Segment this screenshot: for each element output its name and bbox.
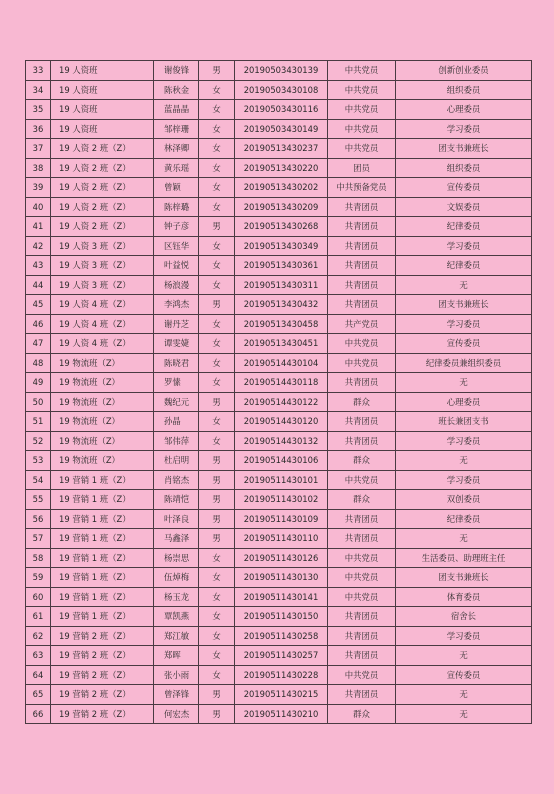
class-cell: 19 人资 2 班（Z） — [51, 197, 154, 217]
class-cell: 19 人资班 — [51, 100, 154, 120]
class-cell: 19 物流班（Z） — [51, 451, 154, 471]
position-cell: 宣传委员 — [396, 178, 532, 198]
position-cell: 学习委员 — [396, 314, 532, 334]
student-id-cell: 20190513430202 — [235, 178, 328, 198]
row-number-cell: 40 — [26, 197, 51, 217]
student-name-cell: 陈靖恺 — [154, 490, 199, 510]
student-id-cell: 20190511430109 — [235, 509, 328, 529]
row-number-cell: 44 — [26, 275, 51, 295]
student-name-cell: 杜启明 — [154, 451, 199, 471]
student-name-cell: 何宏杰 — [154, 704, 199, 724]
position-cell: 无 — [396, 704, 532, 724]
gender-cell: 女 — [199, 314, 235, 334]
student-name-cell: 郑江敏 — [154, 626, 199, 646]
political-status-cell: 共青团员 — [328, 431, 396, 451]
student-id-cell: 20190513430432 — [235, 295, 328, 315]
gender-cell: 女 — [199, 665, 235, 685]
student-name-cell: 陈秋金 — [154, 80, 199, 100]
political-status-cell: 群众 — [328, 392, 396, 412]
student-name-cell: 李鸿杰 — [154, 295, 199, 315]
class-cell: 19 营销 1 班（Z） — [51, 607, 154, 627]
class-cell: 19 人资 4 班（Z） — [51, 314, 154, 334]
table-row — [26, 412, 532, 432]
position-cell: 文娱委员 — [396, 197, 532, 217]
political-status-cell: 中共党员 — [328, 470, 396, 490]
row-number-cell: 34 — [26, 80, 51, 100]
class-cell: 19 人资 4 班（Z） — [51, 334, 154, 354]
class-cell: 19 人资 2 班（Z） — [51, 139, 154, 159]
student-id-cell: 20190511430150 — [235, 607, 328, 627]
table-row — [26, 314, 532, 334]
row-number-cell: 46 — [26, 314, 51, 334]
political-status-cell: 中共党员 — [328, 568, 396, 588]
political-status-cell: 共青团员 — [328, 236, 396, 256]
gender-cell: 女 — [199, 626, 235, 646]
student-name-cell: 孙晶 — [154, 412, 199, 432]
student-id-cell: 20190511430110 — [235, 529, 328, 549]
political-status-cell: 共青团员 — [328, 509, 396, 529]
class-cell: 19 人资班 — [51, 61, 154, 81]
student-name-cell: 叶益悦 — [154, 256, 199, 276]
table-row — [26, 509, 532, 529]
student-id-cell: 20190511430101 — [235, 470, 328, 490]
row-number-cell: 37 — [26, 139, 51, 159]
class-cell: 19 人资 2 班（Z） — [51, 217, 154, 237]
position-cell: 宿舍长 — [396, 607, 532, 627]
row-number-cell: 58 — [26, 548, 51, 568]
gender-cell: 男 — [199, 490, 235, 510]
position-cell: 纪律委员兼组织委员 — [396, 353, 532, 373]
table-row — [26, 529, 532, 549]
political-status-cell: 中共预备党员 — [328, 178, 396, 198]
student-id-cell: 20190503430108 — [235, 80, 328, 100]
student-id-cell: 20190514430106 — [235, 451, 328, 471]
student-id-cell: 20190511430126 — [235, 548, 328, 568]
student-id-cell: 20190513430451 — [235, 334, 328, 354]
gender-cell: 女 — [199, 607, 235, 627]
table-row — [26, 470, 532, 490]
position-cell: 学习委员 — [396, 119, 532, 139]
student-name-cell: 蓝晶晶 — [154, 100, 199, 120]
table-row — [26, 119, 532, 139]
class-cell: 19 营销 2 班（Z） — [51, 665, 154, 685]
student-name-cell: 黄乐瑶 — [154, 158, 199, 178]
table-row — [26, 451, 532, 471]
position-cell: 纪律委员 — [396, 217, 532, 237]
gender-cell: 男 — [199, 685, 235, 705]
political-status-cell: 共青团员 — [328, 295, 396, 315]
row-number-cell: 50 — [26, 392, 51, 412]
student-id-cell: 20190513430458 — [235, 314, 328, 334]
row-number-cell: 41 — [26, 217, 51, 237]
political-status-cell: 中共党员 — [328, 100, 396, 120]
table-row — [26, 334, 532, 354]
class-cell: 19 营销 1 班（Z） — [51, 490, 154, 510]
row-number-cell: 62 — [26, 626, 51, 646]
row-number-cell: 52 — [26, 431, 51, 451]
position-cell: 组织委员 — [396, 80, 532, 100]
political-status-cell: 中共党员 — [328, 334, 396, 354]
gender-cell: 男 — [199, 451, 235, 471]
class-cell: 19 人资 2 班（Z） — [51, 178, 154, 198]
table-row — [26, 392, 532, 412]
gender-cell: 女 — [199, 158, 235, 178]
student-roster-table — [25, 60, 532, 724]
political-status-cell: 共青团员 — [328, 412, 396, 432]
row-number-cell: 39 — [26, 178, 51, 198]
row-number-cell: 66 — [26, 704, 51, 724]
gender-cell: 女 — [199, 80, 235, 100]
gender-cell: 女 — [199, 100, 235, 120]
student-id-cell: 20190511430141 — [235, 587, 328, 607]
position-cell: 无 — [396, 529, 532, 549]
student-id-cell: 20190513430209 — [235, 197, 328, 217]
class-cell: 19 营销 1 班（Z） — [51, 568, 154, 588]
student-name-cell: 陈晓君 — [154, 353, 199, 373]
student-name-cell: 罗愫 — [154, 373, 199, 393]
class-cell: 19 物流班（Z） — [51, 392, 154, 412]
class-cell: 19 人资 3 班（Z） — [51, 256, 154, 276]
class-cell: 19 人资班 — [51, 119, 154, 139]
student-name-cell: 邹梓珊 — [154, 119, 199, 139]
student-id-cell: 20190514430122 — [235, 392, 328, 412]
class-cell: 19 物流班（Z） — [51, 373, 154, 393]
table-row — [26, 607, 532, 627]
table-row — [26, 373, 532, 393]
student-name-cell: 陈梓璐 — [154, 197, 199, 217]
student-id-cell: 20190513430237 — [235, 139, 328, 159]
political-status-cell: 中共党员 — [328, 61, 396, 81]
table-row — [26, 587, 532, 607]
political-status-cell: 共青团员 — [328, 607, 396, 627]
table-row — [26, 197, 532, 217]
class-cell: 19 营销 1 班（Z） — [51, 548, 154, 568]
row-number-cell: 59 — [26, 568, 51, 588]
student-name-cell: 曾泽锋 — [154, 685, 199, 705]
row-number-cell: 43 — [26, 256, 51, 276]
position-cell: 无 — [396, 275, 532, 295]
student-id-cell: 20190514430120 — [235, 412, 328, 432]
gender-cell: 女 — [199, 412, 235, 432]
position-cell: 团支书兼班长 — [396, 568, 532, 588]
row-number-cell: 57 — [26, 529, 51, 549]
political-status-cell: 中共党员 — [328, 587, 396, 607]
student-id-cell: 20190511430228 — [235, 665, 328, 685]
row-number-cell: 51 — [26, 412, 51, 432]
gender-cell: 女 — [199, 431, 235, 451]
student-name-cell: 杨玉龙 — [154, 587, 199, 607]
student-name-cell: 林泽卿 — [154, 139, 199, 159]
row-number-cell: 36 — [26, 119, 51, 139]
position-cell: 心理委员 — [396, 392, 532, 412]
row-number-cell: 53 — [26, 451, 51, 471]
student-name-cell: 谢俊锋 — [154, 61, 199, 81]
political-status-cell: 中共党员 — [328, 353, 396, 373]
student-id-cell: 20190511430130 — [235, 568, 328, 588]
position-cell: 生活委员、助理班主任 — [396, 548, 532, 568]
table-row — [26, 353, 532, 373]
political-status-cell: 群众 — [328, 490, 396, 510]
student-name-cell: 杨浪漫 — [154, 275, 199, 295]
table-row — [26, 704, 532, 724]
political-status-cell: 共青团员 — [328, 529, 396, 549]
gender-cell: 女 — [199, 275, 235, 295]
class-cell: 19 人资 3 班（Z） — [51, 275, 154, 295]
student-name-cell: 郑晖 — [154, 646, 199, 666]
student-id-cell: 20190514430132 — [235, 431, 328, 451]
student-name-cell: 魏纪元 — [154, 392, 199, 412]
political-status-cell: 共青团员 — [328, 217, 396, 237]
political-status-cell: 共产党员 — [328, 314, 396, 334]
row-number-cell: 45 — [26, 295, 51, 315]
row-number-cell: 47 — [26, 334, 51, 354]
student-id-cell: 20190513430349 — [235, 236, 328, 256]
student-name-cell: 钟子彦 — [154, 217, 199, 237]
position-cell: 学习委员 — [396, 470, 532, 490]
table-row — [26, 431, 532, 451]
political-status-cell: 群众 — [328, 704, 396, 724]
gender-cell: 男 — [199, 509, 235, 529]
student-id-cell: 20190511430210 — [235, 704, 328, 724]
student-name-cell: 覃凯燕 — [154, 607, 199, 627]
position-cell: 体育委员 — [396, 587, 532, 607]
student-id-cell: 20190513430268 — [235, 217, 328, 237]
row-number-cell: 61 — [26, 607, 51, 627]
table-row — [26, 665, 532, 685]
student-id-cell: 20190511430102 — [235, 490, 328, 510]
student-name-cell: 谢丹芝 — [154, 314, 199, 334]
class-cell: 19 营销 1 班（Z） — [51, 470, 154, 490]
table-row — [26, 256, 532, 276]
political-status-cell: 中共党员 — [328, 548, 396, 568]
gender-cell: 女 — [199, 178, 235, 198]
position-cell: 学习委员 — [396, 626, 532, 646]
row-number-cell: 55 — [26, 490, 51, 510]
student-id-cell: 20190513430311 — [235, 275, 328, 295]
student-name-cell: 肖铭杰 — [154, 470, 199, 490]
political-status-cell: 团员 — [328, 158, 396, 178]
position-cell: 学习委员 — [396, 236, 532, 256]
student-id-cell: 20190503430139 — [235, 61, 328, 81]
student-name-cell: 叶泽良 — [154, 509, 199, 529]
class-cell: 19 物流班（Z） — [51, 412, 154, 432]
student-name-cell: 张小雨 — [154, 665, 199, 685]
gender-cell: 女 — [199, 236, 235, 256]
table-row — [26, 275, 532, 295]
table-row — [26, 139, 532, 159]
row-number-cell: 33 — [26, 61, 51, 81]
political-status-cell: 中共党员 — [328, 119, 396, 139]
gender-cell: 男 — [199, 392, 235, 412]
student-id-cell: 20190513430361 — [235, 256, 328, 276]
position-cell: 创新创业委员 — [396, 61, 532, 81]
student-name-cell: 马鑫泽 — [154, 529, 199, 549]
position-cell: 班长兼团支书 — [396, 412, 532, 432]
table-row — [26, 568, 532, 588]
class-cell: 19 营销 1 班（Z） — [51, 509, 154, 529]
position-cell: 无 — [396, 373, 532, 393]
class-cell: 19 人资 4 班（Z） — [51, 295, 154, 315]
position-cell: 心理委员 — [396, 100, 532, 120]
row-number-cell: 48 — [26, 353, 51, 373]
student-id-cell: 20190503430149 — [235, 119, 328, 139]
position-cell: 宣传委员 — [396, 665, 532, 685]
student-name-cell: 曾颖 — [154, 178, 199, 198]
political-status-cell: 共青团员 — [328, 685, 396, 705]
table-row — [26, 100, 532, 120]
gender-cell: 女 — [199, 256, 235, 276]
table-row — [26, 80, 532, 100]
position-cell: 无 — [396, 646, 532, 666]
roster-body — [26, 61, 532, 724]
row-number-cell: 60 — [26, 587, 51, 607]
political-status-cell: 共青团员 — [328, 373, 396, 393]
political-status-cell: 共青团员 — [328, 646, 396, 666]
political-status-cell: 共青团员 — [328, 626, 396, 646]
student-id-cell: 20190513430220 — [235, 158, 328, 178]
student-name-cell: 杨崇思 — [154, 548, 199, 568]
student-name-cell: 区钰华 — [154, 236, 199, 256]
political-status-cell: 共青团员 — [328, 197, 396, 217]
gender-cell: 男 — [199, 217, 235, 237]
table-row — [26, 685, 532, 705]
gender-cell: 男 — [199, 529, 235, 549]
class-cell: 19 营销 2 班（Z） — [51, 704, 154, 724]
row-number-cell: 54 — [26, 470, 51, 490]
position-cell: 纪律委员 — [396, 509, 532, 529]
student-id-cell: 20190514430118 — [235, 373, 328, 393]
gender-cell: 男 — [199, 470, 235, 490]
row-number-cell: 35 — [26, 100, 51, 120]
position-cell: 团支书兼班长 — [396, 295, 532, 315]
position-cell: 组织委员 — [396, 158, 532, 178]
row-number-cell: 65 — [26, 685, 51, 705]
gender-cell: 男 — [199, 61, 235, 81]
gender-cell: 男 — [199, 704, 235, 724]
class-cell: 19 物流班（Z） — [51, 431, 154, 451]
student-name-cell: 伍焯梅 — [154, 568, 199, 588]
class-cell: 19 人资班 — [51, 80, 154, 100]
row-number-cell: 63 — [26, 646, 51, 666]
class-cell: 19 物流班（Z） — [51, 353, 154, 373]
political-status-cell: 中共党员 — [328, 80, 396, 100]
table-row — [26, 295, 532, 315]
table-row — [26, 158, 532, 178]
student-name-cell: 谭雯婕 — [154, 334, 199, 354]
class-cell: 19 营销 2 班（Z） — [51, 626, 154, 646]
row-number-cell: 56 — [26, 509, 51, 529]
gender-cell: 女 — [199, 646, 235, 666]
table-row — [26, 217, 532, 237]
table-row — [26, 61, 532, 81]
class-cell: 19 人资 3 班（Z） — [51, 236, 154, 256]
table-row — [26, 646, 532, 666]
gender-cell: 女 — [199, 587, 235, 607]
position-cell: 学习委员 — [396, 431, 532, 451]
class-cell: 19 营销 2 班（Z） — [51, 685, 154, 705]
political-status-cell: 中共党员 — [328, 139, 396, 159]
position-cell: 双创委员 — [396, 490, 532, 510]
gender-cell: 女 — [199, 197, 235, 217]
table-row — [26, 178, 532, 198]
position-cell: 纪律委员 — [396, 256, 532, 276]
row-number-cell: 64 — [26, 665, 51, 685]
student-id-cell: 20190514430104 — [235, 353, 328, 373]
political-status-cell: 共青团员 — [328, 275, 396, 295]
gender-cell: 女 — [199, 568, 235, 588]
gender-cell: 女 — [199, 373, 235, 393]
political-status-cell: 群众 — [328, 451, 396, 471]
student-name-cell: 邹伟萍 — [154, 431, 199, 451]
table-row — [26, 626, 532, 646]
row-number-cell: 49 — [26, 373, 51, 393]
gender-cell: 女 — [199, 548, 235, 568]
row-number-cell: 38 — [26, 158, 51, 178]
position-cell: 无 — [396, 451, 532, 471]
student-id-cell: 20190503430116 — [235, 100, 328, 120]
class-cell: 19 营销 1 班（Z） — [51, 529, 154, 549]
class-cell: 19 营销 2 班（Z） — [51, 646, 154, 666]
gender-cell: 女 — [199, 353, 235, 373]
class-cell: 19 营销 1 班（Z） — [51, 587, 154, 607]
position-cell: 无 — [396, 685, 532, 705]
gender-cell: 女 — [199, 334, 235, 354]
row-number-cell: 42 — [26, 236, 51, 256]
political-status-cell: 共青团员 — [328, 256, 396, 276]
student-id-cell: 20190511430258 — [235, 626, 328, 646]
student-id-cell: 20190511430257 — [235, 646, 328, 666]
class-cell: 19 人资 2 班（Z） — [51, 158, 154, 178]
political-status-cell: 中共党员 — [328, 665, 396, 685]
table-row — [26, 490, 532, 510]
position-cell: 宣传委员 — [396, 334, 532, 354]
gender-cell: 女 — [199, 139, 235, 159]
gender-cell: 女 — [199, 119, 235, 139]
position-cell: 团支书兼班长 — [396, 139, 532, 159]
table-row — [26, 548, 532, 568]
gender-cell: 男 — [199, 295, 235, 315]
table-row — [26, 236, 532, 256]
student-id-cell: 20190511430215 — [235, 685, 328, 705]
